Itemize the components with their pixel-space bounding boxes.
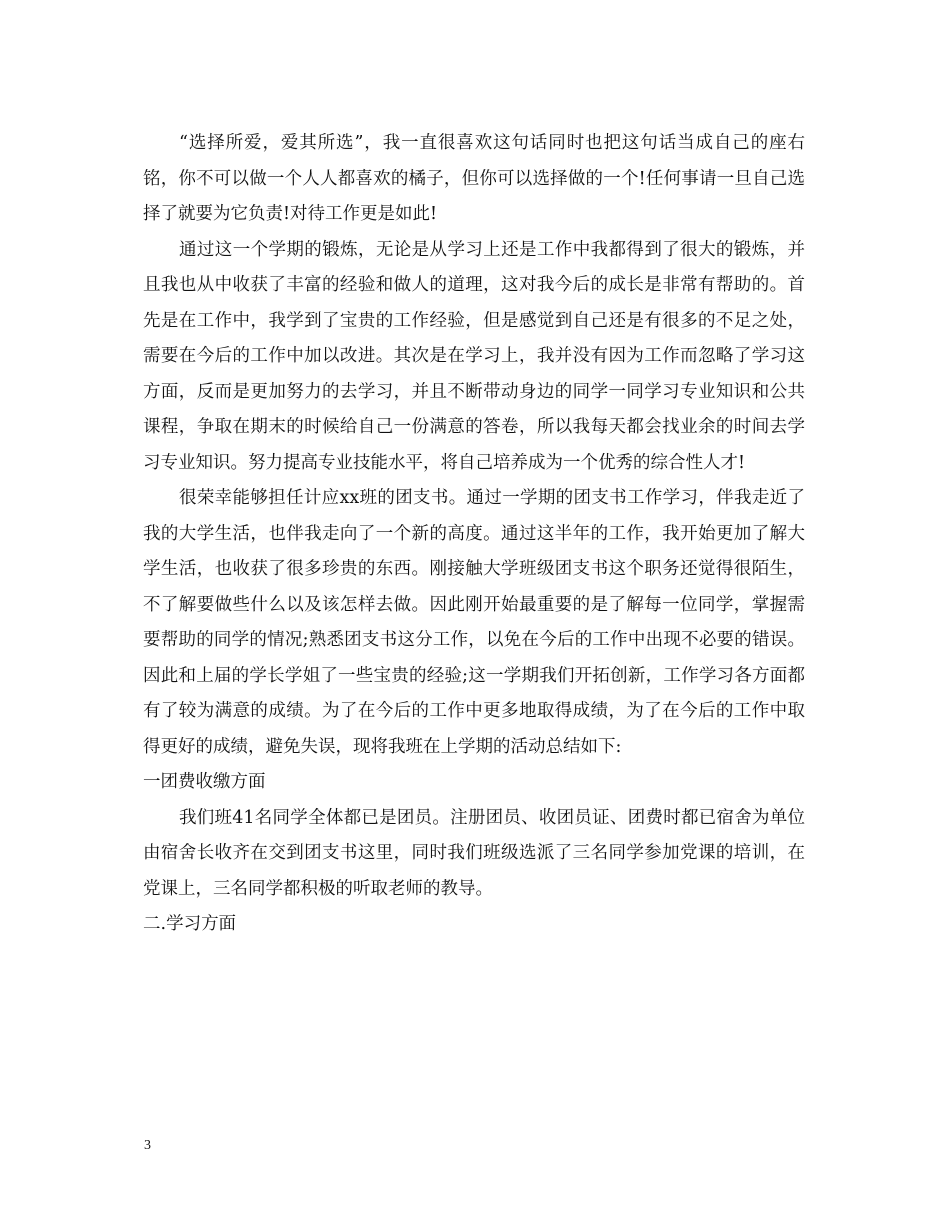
section-heading-league-fees: 一团费收缴方面	[143, 772, 266, 792]
paragraph-semester-reflection: 通过这一个学期的锻炼，无论是从学习上还是工作中我都得到了很大的锻炼，并且我也从中收获了丰富的经验和做人的道理，这对我今后的成长是非常有帮助的。首先是在工作中，我学到了宝贵的工作经验，但是感觉到自己还是有很多的不足之处，需要在今后的工作中加以改进。其次是在学习上，我并没有因为工作而忽略了学习这方面，反而是更加努力的去学习，并且不断带动身边的同学一同学习专业知识和公共课程，争取在期末的时候给自己一份满意的答卷，所以我每天都会找业余的时间去学习专业知识。努力提高专业技能水平，将自己培养成为一个优秀的综合性人才!	[143, 239, 805, 473]
paragraph-league-secretary: 很荣幸能够担任计应xx班的团支书。通过一学期的团支书工作学习，伴我走近了我的大学生活，也伴我走向了一个新的高度。通过这半年的工作，我开始更加了解大学生活，也收获了很多珍贵的东西。刚接触大学班级团支书这个职务还觉得很陌生，不了解要做些什么以及该怎样去做。因此刚开始最重要的是了解每一位同学，掌握需要帮助的同学的情况;熟悉团支书这分工作，以免在今后的工作中出现不必要的错误。因此和上届的学长学姐了一些宝贵的经验;这一学期我们开拓创新，工作学习各方面都有了较为满意的成绩。为了在今后的工作中更多地取得成绩，为了在今后的工作中取得更好的成绩，避免失误，现将我班在上学期的活动总结如下:	[143, 488, 805, 757]
paragraph-motto: “选择所爱，爱其所选”，我一直很喜欢这句话同时也把这句话当成自己的座右铭，你不可以做一个人人都喜欢的橘子，但你可以选择做的一个!任何事请一旦自己选择了就要为它负责!对待工作更是如此!	[143, 133, 805, 224]
page-number: 3	[144, 1138, 151, 1153]
document-body	[143, 126, 805, 943]
section-heading-study: 二.学习方面	[143, 914, 237, 934]
paragraph-league-fees: 我们班41名同学全体都已是团员。注册团员、收团员证、团费时都已宿舍为单位由宿舍长收齐在交到团支书这里，同时我们班级选派了三名同学参加党课的培训，在党课上，三名同学都积极的听取老师的教导。	[143, 807, 805, 899]
